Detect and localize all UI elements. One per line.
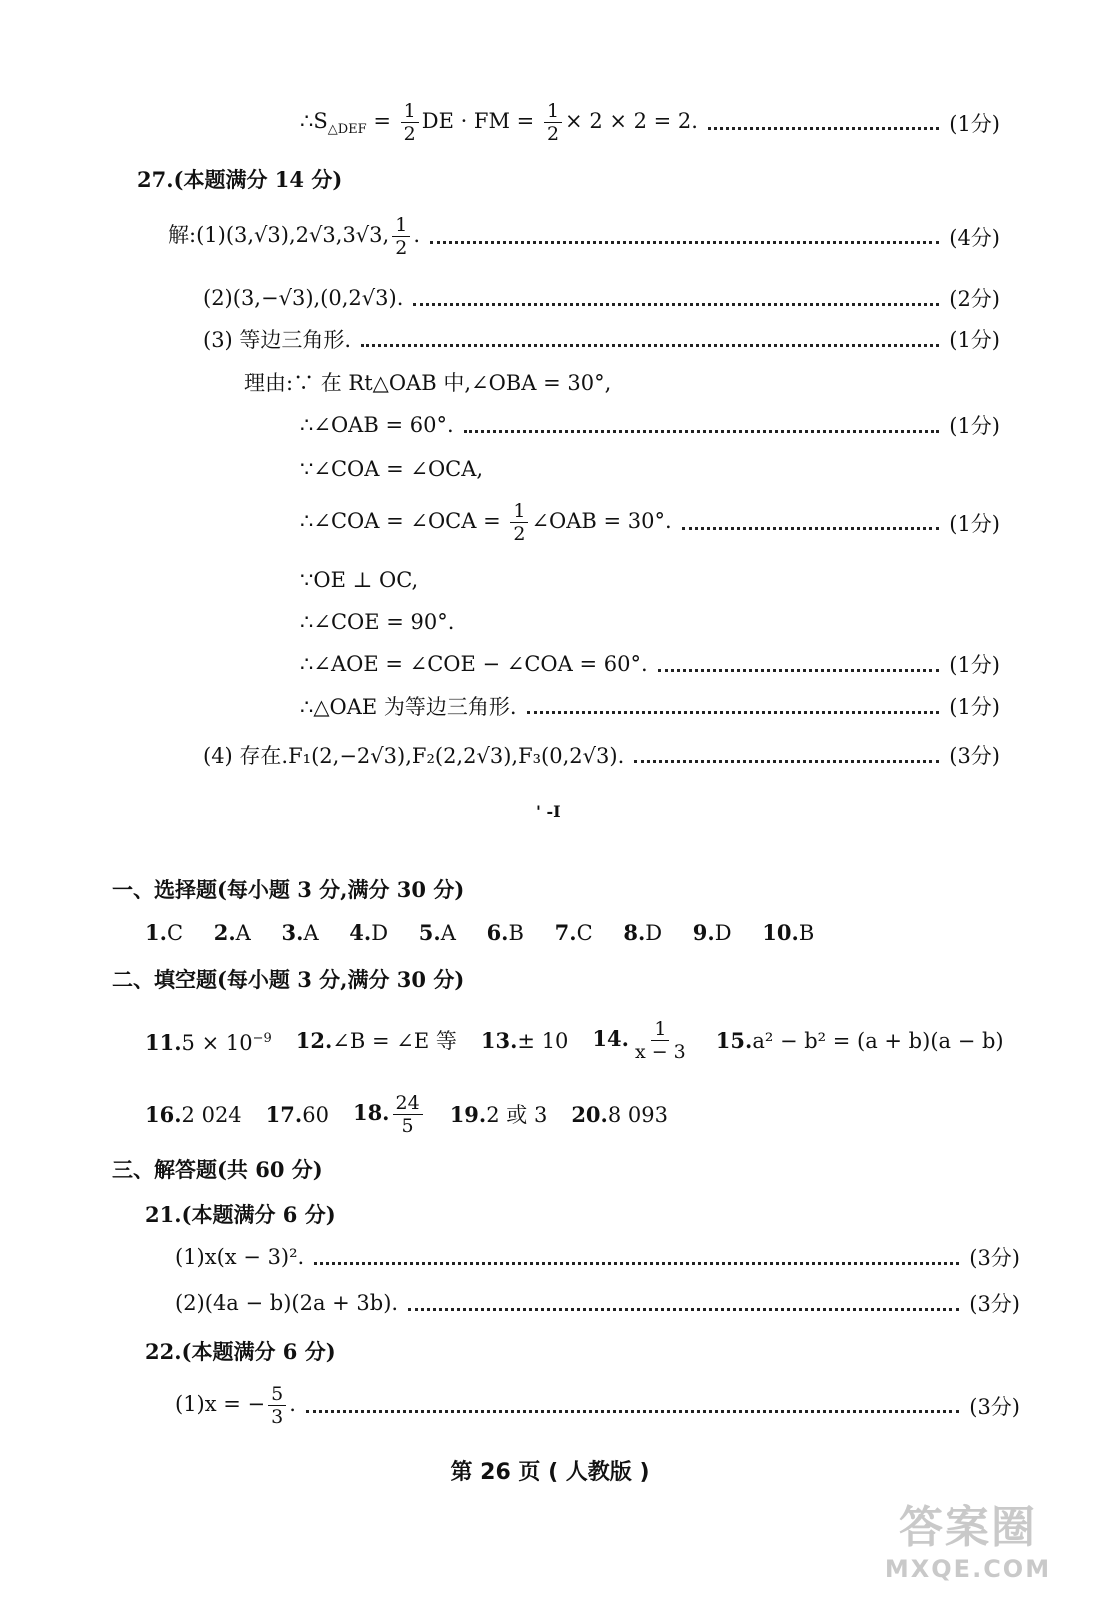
points-label: (1分) (949, 414, 1000, 438)
section2-row1 (145, 1018, 1028, 1063)
dot-leader (682, 527, 940, 530)
points-label: (1分) (949, 111, 1000, 136)
fraction: $\frac{1}{2}$ (510, 500, 528, 545)
points-label: (3分) (949, 744, 1000, 768)
area-formula-line (300, 100, 1000, 145)
answer-1: 1.C (145, 920, 184, 945)
section1-answers (145, 918, 838, 948)
answer-10: 10.B (762, 920, 815, 945)
points-label: (4分) (949, 225, 1000, 250)
answer-6: 6.B (486, 920, 524, 945)
dot-leader (527, 711, 940, 714)
answer-18: 18. $\frac{24}{5}$ (353, 1092, 426, 1137)
answer-5: 5.A (418, 920, 456, 945)
section1-header: 一、选择题(每小题 3 分,满分 30 分) (112, 877, 465, 902)
answer-17: 17.60 (265, 1101, 329, 1127)
q27-part4: (4) 存在.F₁(2,−2√3),F₂(2,2√3),F₃(0,2√3). (3分) (203, 740, 1000, 770)
dot-leader (658, 669, 940, 672)
q27-step-coa-eq: ∵∠COA = ∠OCA, (300, 457, 484, 481)
dot-leader (464, 430, 940, 433)
fraction: $\frac{5}{3}$ (268, 1383, 286, 1428)
area-formula: $\therefore S_{\triangle DEF}$ = $\frac{1}{2}$ DE · FM = $\frac{1}{2}$ × 2 × 2 = 2. (300, 100, 698, 145)
dot-leader (408, 1308, 959, 1311)
points-label: (3分) (969, 1246, 1020, 1270)
watermark-url: MXQE.COM (884, 1555, 1052, 1583)
page-footer: 第 26 页 ( 人教版 ) (450, 1460, 650, 1485)
answer-16: 16.2 024 (145, 1101, 242, 1127)
fraction: $\frac{1}{2}$ (392, 214, 410, 259)
q27-step-perp: ∵OE ⊥ OC, (300, 568, 419, 592)
dot-leader (306, 1410, 959, 1413)
points-label: (1分) (949, 653, 1000, 677)
q21-part1: (1)x(x − 3)². (3分) (175, 1242, 1020, 1272)
section3-header: 三、解答题(共 60 分) (112, 1157, 323, 1182)
page-mark: ' -I (536, 802, 561, 821)
q27-part1: 解:(1)(3,√3),2√3,3√3, $\frac{1}{2}$ . (4分) (168, 214, 1000, 259)
answer-13: 13.± 10 (480, 1027, 569, 1053)
watermark-logo (868, 1502, 1068, 1594)
dot-leader (413, 303, 939, 306)
q21-part2: (2)(4a − b)(2a + 3b). (3分) (175, 1288, 1020, 1318)
dot-leader (314, 1262, 959, 1265)
points-label: (1分) (949, 511, 1000, 536)
answer-7: 7.C (554, 920, 593, 945)
fraction: $\frac{24}{5}$ (393, 1092, 423, 1137)
section2-header: 二、填空题(每小题 3 分,满分 30 分) (112, 967, 465, 992)
q27-step-aoe: ∴∠AOE = ∠COE − ∠COA = 60°. (1分) (300, 649, 1000, 679)
q27-step-coe: ∴∠COE = 90°. (300, 610, 455, 634)
points-label: (3分) (969, 1394, 1020, 1419)
dot-leader (361, 344, 939, 347)
q22-part1: (1)x = − $\frac{5}{3}$ . (3分) (175, 1383, 1020, 1428)
points-label: (2分) (949, 287, 1000, 311)
q27-step-oab: ∴∠OAB = 60°. (1分) (300, 410, 1000, 440)
dot-leader (430, 241, 939, 244)
answer-14: 14. $\frac{1}{x - 3}$ (592, 1018, 691, 1063)
q27-step-equilateral: ∴△OAE 为等边三角形. (1分) (300, 691, 1000, 721)
fraction: $\frac{1}{2}$ (401, 100, 419, 145)
q21-header: 21.(本题满分 6 分) (145, 1202, 336, 1227)
answer-4: 4.D (349, 920, 389, 945)
fraction: $\frac{1}{x - 3}$ (634, 1018, 686, 1063)
watermark-title: 答案圈 (899, 1502, 1037, 1553)
q27-part3: (3) 等边三角形. (1分) (203, 324, 1000, 354)
dot-leader (634, 760, 939, 763)
answer-9: 9.D (692, 920, 732, 945)
q27-part2: (2)(3,−√3),(0,2√3). (2分) (203, 283, 1000, 313)
points-label: (1分) (949, 695, 1000, 719)
answer-19: 19.2 或 3 (449, 1101, 548, 1127)
answer-3: 3.A (281, 920, 319, 945)
answer-20: 20.8 093 (571, 1101, 668, 1127)
points-label: (1分) (949, 328, 1000, 352)
q27-reason: 理由:∵ 在 Rt△OAB 中,∠OBA = 30°, (244, 371, 612, 395)
answer-8: 8.D (623, 920, 663, 945)
section2-row2 (145, 1092, 692, 1137)
answer-11: $11.5 \times 10^{-9}$ (145, 1029, 272, 1055)
points-label: (3分) (969, 1292, 1020, 1316)
answer-12: 12.∠B = ∠E 等 (295, 1027, 457, 1053)
q27-header: 27.(本题满分 14 分) (137, 167, 343, 192)
dot-leader (708, 127, 939, 130)
answer-15: 15.a² − b² = (a + b)(a − b) (715, 1027, 1004, 1053)
q22-header: 22.(本题满分 6 分) (145, 1339, 336, 1364)
answer-2: 2.A (213, 920, 251, 945)
q27-step-coa-half: ∴∠COA = ∠OCA = $\frac{1}{2}$ ∠OAB = 30°. (1分) (300, 500, 1000, 545)
fraction: $\frac{1}{2}$ (544, 100, 562, 145)
